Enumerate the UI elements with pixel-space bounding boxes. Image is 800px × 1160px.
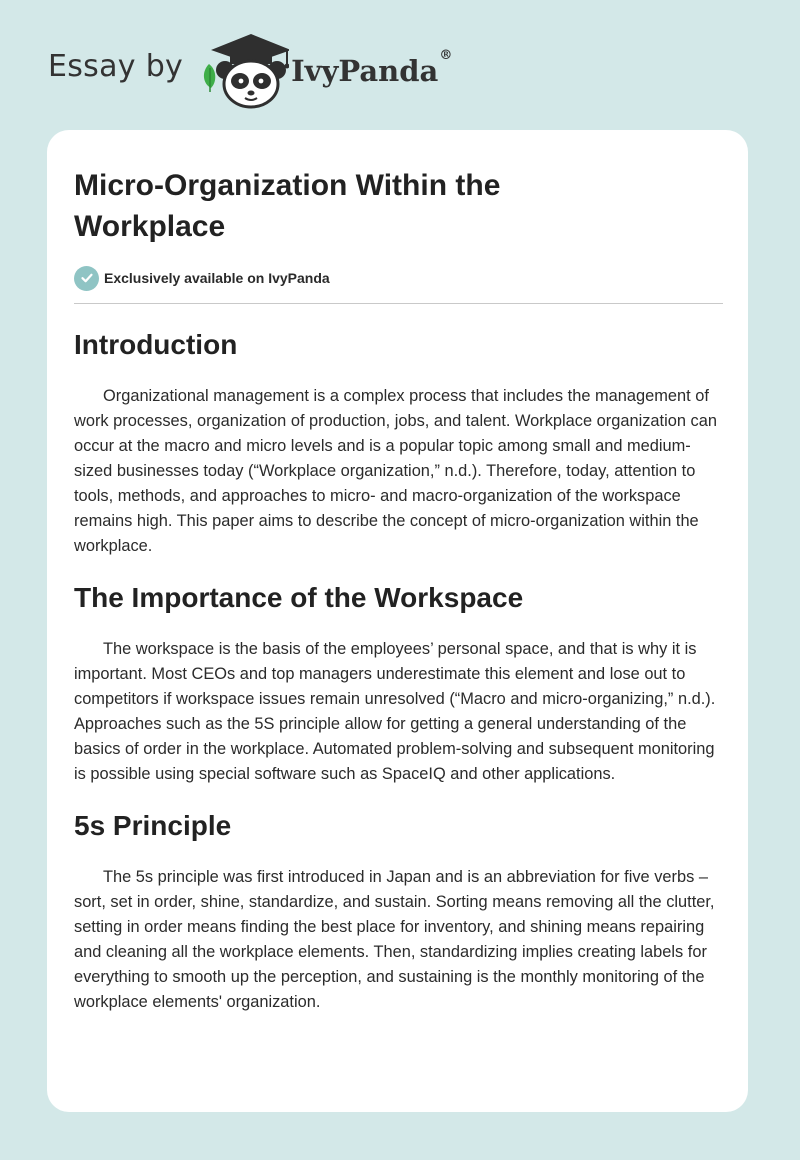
brand-name-text: IvyPanda	[291, 54, 439, 88]
check-circle-icon	[74, 266, 99, 291]
brand-name	[291, 48, 453, 88]
brand-prefix: Essay by	[48, 48, 184, 84]
essay-card	[47, 130, 748, 1112]
panda-graduate-icon	[199, 30, 289, 110]
section-heading-importance: The Importance of the Workspace	[74, 582, 524, 613]
exclusive-badge	[74, 265, 723, 291]
site-logo[interactable]	[48, 30, 452, 110]
section-paragraph-5s-principle: The 5s principle was first introduced in Japan and is an abbreviation for five verbs – sort, set in order, shine, standardize, and sustain. Sorting means removing all the clutter, setting in order means finding the best place for inventory, and shining means repairing and cleaning all the workplace elements. Then, standardizing implies creating labels for everything to smooth up the perception, and sustaining is the monthly monitoring of the workplace elements' organization.	[74, 868, 715, 1011]
badge-text: Exclusively available on IvyPanda	[104, 270, 330, 286]
page-title: Micro-Organization Within the Workplace	[74, 169, 501, 243]
section-heading-introduction: Introduction	[74, 329, 238, 360]
registered-mark: ®	[439, 48, 453, 63]
essay-content	[74, 165, 723, 1015]
leaf-icon	[204, 64, 215, 92]
section-paragraph-importance: The workspace is the basis of the employees’ personal space, and that is why it is important. Most CEOs and top managers underestimate this element and lose out to competitors if workspace issues remain unresolved (“Macro and micro-organizing,” n.d.). Approaches such as the 5S principle allow for getting a general understanding of the basics of order in the workplace. Automated problem-solving and subsequent monitoring is possible using special software such as SpaceIQ and other applications.	[74, 640, 716, 783]
section-heading-5s-principle: 5s Principle	[74, 810, 232, 841]
divider	[74, 303, 723, 304]
section-paragraph-introduction: Organizational management is a complex process that includes the management of work processes, organization of production, jobs, and talent. Workplace organization can occur at the macro and micro levels and is a popular topic among small and medium-sized businesses today (“Workplace organization,” n.d.). Therefore, today, attention to tools, methods, and approaches to micro- and macro-organization of the workspace remains high. This paper aims to describe the concept of micro-organization within the workplace.	[74, 387, 717, 555]
